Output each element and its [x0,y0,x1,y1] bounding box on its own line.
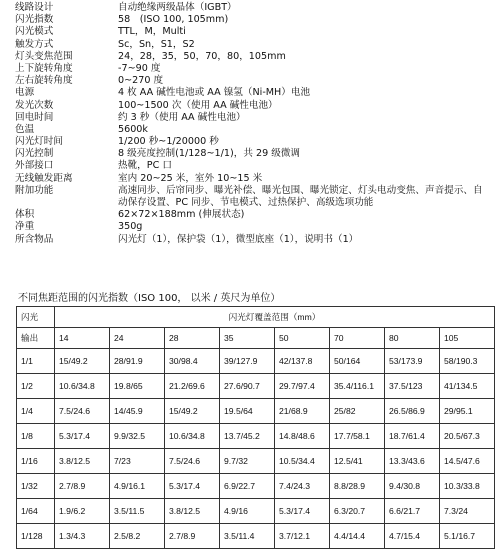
focal-length-header: 70 [330,328,385,349]
guide-number-cell: 17.7/58.1 [330,424,385,449]
output-level-cell: 1/2 [17,374,55,399]
guide-number-cell: 30/98.4 [165,349,220,374]
spec-label: 闪光灯时间 [15,136,63,148]
spec-value: 约 3 秒（使用 AA 碱性电池） [118,111,246,123]
guide-number-cell: 4.9/16.1 [110,474,165,499]
output-level-cell: 1/4 [17,399,55,424]
spec-label: 所含物品 [15,233,54,245]
spec-label: 体积 [15,209,35,221]
spec-row [15,26,495,38]
guide-number-cell: 2.7/8.9 [55,474,110,499]
guide-number-cell: 50/164 [330,349,385,374]
spec-label: 灯头变焦范围 [15,50,73,62]
guide-number-cell: 18.7/61.4 [385,424,440,449]
guide-number-cell: 35.4/116.1 [330,374,385,399]
guide-number-cell: 3.5/11.4 [220,524,275,549]
spec-label: 无线触发距离 [15,172,73,184]
spec-value: 热靴，PC 口 [118,160,172,172]
spec-value: 100~1500 次（使用 AA 碱性电池） [118,99,278,111]
output-level-cell: 1/32 [17,474,55,499]
spec-value: 高速同步、后帘同步、曝光补偿、曝光包围、曝光锁定、灯头电动变焦、声音提示、自动保存设置、PC 同步、节电模式、过热保护、高级选项功能 [118,184,483,209]
focal-length-row [17,328,495,349]
guide-number-cell: 7.5/24.6 [165,449,220,474]
guide-number-cell: 21.2/69.6 [165,374,220,399]
guide-number-cell: 4.4/14.4 [330,524,385,549]
spec-label: 电源 [15,87,35,99]
table-row [17,449,495,474]
table-body [17,349,495,549]
spec-label: 净重 [15,221,35,233]
guide-number-cell: 10.6/34.8 [55,374,110,399]
spec-row [15,173,495,185]
spec-value: 62×72×188mm (伸展状态) [118,209,245,221]
spec-value: 4 枚 AA 碱性电池或 AA 镍氢（Ni-MH）电池 [118,87,311,99]
guide-number-cell: 9.7/32 [220,449,275,474]
spec-value: 自动绝缘两级晶体（IGBT） [118,2,237,13]
guide-number-cell: 13.7/45.2 [220,424,275,449]
guide-number-table [16,306,495,549]
focal-length-header: 35 [220,328,275,349]
spec-row [15,75,495,87]
table-caption: 不同焦距范围的闪光指数（ISO 100， 以米 / 英尺为单位） [18,293,281,304]
guide-number-cell: 10.5/34.4 [275,449,330,474]
table-row [17,374,495,399]
output-level-cell: 1/8 [17,424,55,449]
spec-row [15,51,495,63]
spec-label: 发光次数 [15,99,54,111]
guide-number-cell: 37.5/123 [385,374,440,399]
spec-label: 线路设计 [15,2,54,13]
spec-row [15,112,495,124]
guide-number-cell: 19.5/64 [220,399,275,424]
guide-number-cell: 29.7/97.4 [275,374,330,399]
guide-number-cell: 29/95.1 [440,399,495,424]
guide-number-cell: 14.8/48.6 [275,424,330,449]
spec-value: TTL，M，Multi [118,26,186,38]
guide-number-cell: 15/49.2 [55,349,110,374]
spec-value: -7~90 度 [118,62,161,74]
guide-number-cell: 53/173.9 [385,349,440,374]
table-header-row [17,307,495,328]
corner-header-flash: 闪光 [17,307,55,328]
spec-value: 24，28，35，50，70，80，105mm [118,50,286,62]
spec-label: 闪光控制 [15,148,54,160]
guide-number-cell: 2.5/8.2 [110,524,165,549]
spec-row [15,14,495,26]
spec-row [15,2,495,14]
spec-value: 5600k [118,123,148,135]
spec-value: 1/200 秒~1/20000 秒 [118,136,219,148]
spec-row [15,87,495,99]
guide-number-cell: 26.5/86.9 [385,399,440,424]
guide-number-cell: 20.5/67.3 [440,424,495,449]
guide-number-cell: 7.5/24.6 [55,399,110,424]
table-row [17,349,495,374]
spec-row [15,209,495,221]
spec-list [15,2,495,246]
guide-number-cell: 8.8/28.9 [330,474,385,499]
guide-number-cell: 1.9/6.2 [55,499,110,524]
spec-row [15,39,495,51]
guide-number-cell: 3.8/12.5 [55,449,110,474]
guide-number-cell: 14.5/47.6 [440,449,495,474]
output-level-cell: 1/64 [17,499,55,524]
coverage-range-header: 闪光灯覆盖范围（mm） [55,307,495,328]
spec-label: 闪光模式 [15,26,54,38]
guide-number-cell: 12.5/41 [330,449,385,474]
spec-label: 回电时间 [15,111,54,123]
guide-number-cell: 3.5/11.5 [110,499,165,524]
spec-row [15,221,495,233]
table-row [17,424,495,449]
focal-length-header: 80 [385,328,440,349]
spec-value: Sc，Sn，S1，S2 [118,38,195,50]
spec-value: 闪光灯（1），保护袋（1），微型底座（1），说明书（1） [118,233,359,245]
guide-number-cell: 6.9/22.7 [220,474,275,499]
guide-number-cell: 5.3/17.4 [165,474,220,499]
guide-number-cell: 28/91.9 [110,349,165,374]
guide-number-cell: 25/82 [330,399,385,424]
table-row [17,524,495,549]
guide-number-cell: 7.3/24 [440,499,495,524]
guide-number-cell: 3.7/12.1 [275,524,330,549]
table-row [17,399,495,424]
guide-number-cell: 5.3/17.4 [275,499,330,524]
spec-label: 触发方式 [15,38,54,50]
spec-row [15,234,495,246]
table-row [17,474,495,499]
focal-length-header: 105 [440,328,495,349]
spec-value: 0~270 度 [118,75,164,87]
guide-number-cell: 4.9/16 [220,499,275,524]
guide-number-cell: 19.8/65 [110,374,165,399]
guide-number-cell: 14/45.9 [110,399,165,424]
guide-number-cell: 27.6/90.7 [220,374,275,399]
guide-number-cell: 7.4/24.3 [275,474,330,499]
spec-row [15,185,495,209]
spec-value: 58 (ISO 100, 105mm) [118,14,229,26]
spec-label: 左右旋转角度 [15,75,73,87]
guide-number-cell: 9.4/30.8 [385,474,440,499]
spec-label: 色温 [15,123,35,135]
output-level-cell: 1/16 [17,449,55,474]
focal-length-header: 50 [275,328,330,349]
guide-number-cell: 9.9/32.5 [110,424,165,449]
guide-number-cell: 10.6/34.8 [165,424,220,449]
guide-number-cell: 21/68.9 [275,399,330,424]
spec-value: 350g [118,221,143,233]
guide-number-cell: 6.3/20.7 [330,499,385,524]
spec-row [15,148,495,160]
spec-label: 附加功能 [15,184,54,196]
guide-number-cell: 41/134.5 [440,374,495,399]
output-level-cell: 1/128 [17,524,55,549]
spec-value: 8 级亮度控制(1/128~1/1)，共 29 级微调 [118,148,301,160]
guide-number-cell: 15/49.2 [165,399,220,424]
guide-number-cell: 6.6/21.7 [385,499,440,524]
guide-number-cell: 39/127.9 [220,349,275,374]
corner-header-output: 输出 [17,328,55,349]
guide-number-cell: 5.1/16.7 [440,524,495,549]
guide-number-cell: 3.8/12.5 [165,499,220,524]
guide-number-cell: 5.3/17.4 [55,424,110,449]
guide-number-cell: 7/23 [110,449,165,474]
focal-length-header: 24 [110,328,165,349]
spec-label: 上下旋转角度 [15,62,73,74]
spec-row [15,63,495,75]
spec-label: 闪光指数 [15,14,54,26]
spec-value: 室内 20~25 米，室外 10~15 米 [118,172,263,184]
guide-number-cell: 2.7/8.9 [165,524,220,549]
table-row [17,499,495,524]
spec-row [15,100,495,112]
spec-row [15,124,495,136]
spec-row [15,136,495,148]
guide-number-cell: 58/190.3 [440,349,495,374]
guide-number-cell: 1.3/4.3 [55,524,110,549]
spec-row [15,160,495,172]
output-level-cell: 1/1 [17,349,55,374]
focal-length-header: 28 [165,328,220,349]
guide-number-cell: 42/137.8 [275,349,330,374]
focal-length-header: 14 [55,328,110,349]
guide-number-cell: 10.3/33.8 [440,474,495,499]
guide-number-cell: 13.3/43.6 [385,449,440,474]
guide-number-cell: 4.7/15.4 [385,524,440,549]
spec-label: 外部接口 [15,160,54,172]
